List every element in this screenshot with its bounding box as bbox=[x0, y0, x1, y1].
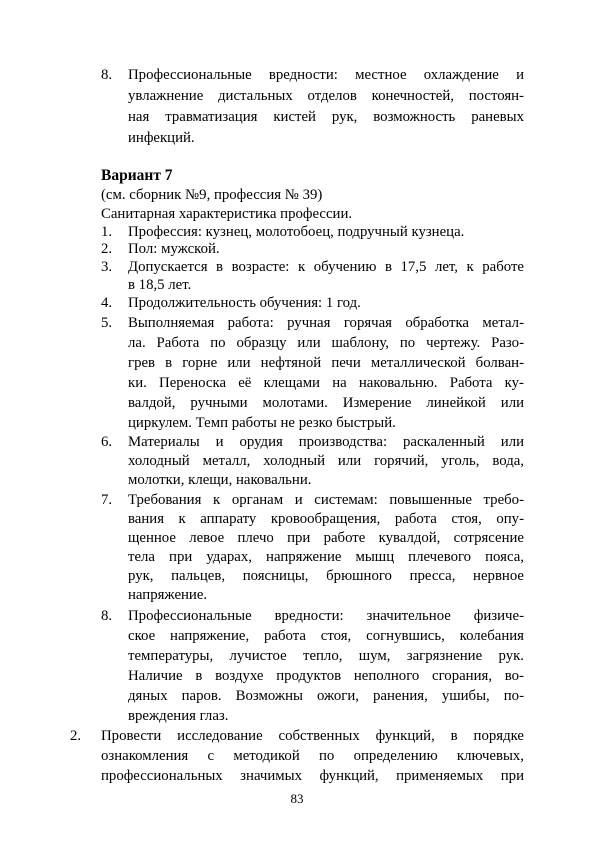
variant-subtitle: Санитарная характеристика профессии. bbox=[101, 206, 353, 222]
list-item-line: Продолжительность обучения: 1 год. bbox=[128, 295, 361, 311]
top-item-line: Профессиональные вредности: местное охлаждение и bbox=[128, 67, 524, 83]
page-number: 83 bbox=[290, 791, 304, 806]
list-item-number: 1. bbox=[101, 224, 113, 240]
list-item-line: дяных паров. Возможны ожоги, ранения, ушибы, по- bbox=[128, 688, 524, 704]
list-item-line: Профессиональные вредности: значительное физиче- bbox=[128, 608, 524, 624]
outer-item-line: Провести исследование собственных функций, в порядке bbox=[101, 728, 524, 744]
list-item-line: напряжение. bbox=[128, 587, 208, 603]
list-item-line: Пол: мужской. bbox=[128, 241, 220, 257]
list-item-line: холодный металл, холодный или горячий, уголь, вода, bbox=[128, 453, 524, 469]
list-item-line: вания к аппарату кровообращения, работа стоя, опу- bbox=[128, 511, 524, 527]
list-item-line: в 18,5 лет. bbox=[128, 277, 192, 293]
list-item-line: вреждения глаз. bbox=[128, 708, 229, 724]
outer-item-line: ознакомления с методикой по определению ключевых, bbox=[101, 748, 524, 764]
list-item-number: 8. bbox=[101, 608, 113, 624]
list-item-line: циркулем. Темп работы не резко быстрый. bbox=[128, 415, 396, 431]
list-item-line: Профессия: кузнец, молотобоец, подручный кузнеца. bbox=[128, 224, 465, 240]
list-item-number: 7. bbox=[101, 492, 113, 508]
list-item-line: ское напряжение, работа стоя, согнувшись, колебания bbox=[128, 628, 524, 644]
list-item-number: 3. bbox=[101, 259, 113, 275]
variant-reference: (см. сборник №9, профессия № 39) bbox=[101, 187, 323, 203]
list-item-line: Наличие в воздухе продуктов неполного сгорания, во- bbox=[128, 668, 524, 684]
variant-title: Вариант 7 bbox=[101, 167, 173, 184]
top-item-line: увлажнение дистальных отделов конечностей, постоян- bbox=[128, 88, 524, 104]
list-item-line: тела при ударах, напряжение мышц плечевого пояса, bbox=[128, 549, 524, 565]
list-item-line: ла. Работа по образцу или шаблону, по чертежу. Разо- bbox=[128, 335, 524, 351]
list-item-line: щенное левое плечо при работе кувалдой, сотрясение bbox=[128, 530, 524, 546]
outer-item-number: 2. bbox=[70, 728, 82, 744]
list-item-line: молотки, клещи, наковальни. bbox=[128, 472, 312, 488]
list-item-line: ки. Переноска её клещами на наковальню. Работа ку- bbox=[128, 375, 524, 391]
list-item-line: Требования к органам и системам: повышенные требо- bbox=[128, 492, 524, 508]
outer-item-line: профессиональных значимых функций, применяемых при bbox=[101, 768, 524, 784]
top-item-number: 8. bbox=[101, 67, 113, 83]
top-item-line: ная травматизация кистей рук, возможность раневых bbox=[128, 109, 524, 125]
list-item-line: валдой, ручными молотами. Измерение линейкой или bbox=[128, 395, 524, 411]
list-item-line: температуры, лучистое тепло, шум, загрязнение рук. bbox=[128, 648, 524, 664]
top-item-line: инфекций. bbox=[128, 130, 195, 146]
list-item-line: рук, пальцев, поясницы, брюшного пресса, нервное bbox=[128, 568, 524, 584]
list-item-line: Допускается в возрасте: к обучению в 17,5 лет, к работе bbox=[128, 259, 524, 275]
list-item-number: 2. bbox=[101, 241, 113, 257]
list-item-line: Материалы и орудия производства: раскаленный или bbox=[128, 434, 524, 450]
list-item-number: 5. bbox=[101, 315, 113, 331]
list-item-number: 4. bbox=[101, 295, 113, 311]
list-item-line: Выполняемая работа: ручная горячая обработка метал- bbox=[128, 315, 524, 331]
list-item-number: 6. bbox=[101, 434, 113, 450]
list-item-line: грев в горне или нефтяной печи металлической болван- bbox=[128, 355, 524, 371]
